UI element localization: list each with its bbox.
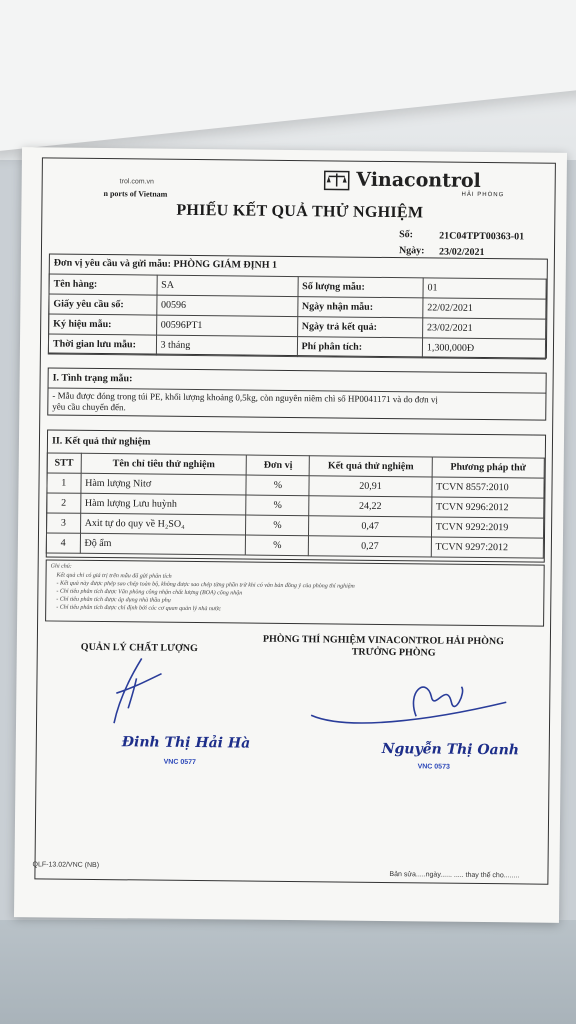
results-cell-stt: 3 xyxy=(47,513,81,533)
results-row xyxy=(46,533,543,558)
results-cell-stt: 2 xyxy=(47,493,81,513)
info-label: Ký hiệu mẫu: xyxy=(49,314,157,335)
note-line: Kết quả chỉ có giá trị trên mẫu đã gửi phân tích xyxy=(56,572,172,580)
head-signer-name: Nguyễn Thị Oanh xyxy=(381,740,520,759)
ports-text: n ports of Vietnam xyxy=(103,189,168,199)
sample-condition-box xyxy=(47,367,546,420)
info-box xyxy=(48,253,548,358)
results-cell-name: Hàm lượng Lưu huỳnh xyxy=(80,493,246,515)
results-title: II. Kết quả thử nghiệm xyxy=(51,435,151,448)
sample-condition-title: I. Tình trạng mẫu: xyxy=(52,372,133,385)
info-value: 22/02/2021 xyxy=(423,298,546,319)
background-bottom xyxy=(0,920,576,1024)
notes-title: Ghi chú: xyxy=(50,563,72,570)
note-line: - Chỉ tiêu phân tích được áp dụng nhà thầu phụ xyxy=(56,596,171,604)
note-line: - Chỉ tiêu phân tích được Văn phòng công nhận chất lượng (BOA) công nhận xyxy=(56,588,243,597)
results-cell-method: TCVN 9296:2012 xyxy=(431,497,544,518)
report-date: 23/02/2021 xyxy=(438,246,485,259)
head-title: TRƯỞNG PHÒNG xyxy=(351,646,436,659)
info-label: Ngày nhận mẫu: xyxy=(297,297,423,318)
results-cell-name: Hàm lượng Nitơ xyxy=(81,473,247,495)
results-cell-method: TCVN 9292:2019 xyxy=(431,517,544,538)
requester-value: PHÒNG GIÁM ĐỊNH 1 xyxy=(173,258,278,271)
brand-subtitle: HẢI PHÒNG xyxy=(461,191,505,199)
note-line: - Chỉ tiêu phân tích được chỉ định bởi các cơ quan quản lý nhà nước xyxy=(56,604,222,613)
results-cell-method: TCVN 9297:2012 xyxy=(431,537,544,558)
note-line: - Kết quả này được phép sao chép toàn bộ, không được sao chép từng phần trừ khi có văn bản đồng ý của phòng thí nghiệm xyxy=(56,580,355,590)
report-number-label: Số: xyxy=(399,229,414,241)
results-cell-method: TCVN 8557:2010 xyxy=(432,477,545,498)
form-code: QLF-13.02/VNC (NB) xyxy=(32,861,100,870)
results-cell-name: Độ ẩm xyxy=(80,533,246,555)
sample-info-table xyxy=(48,273,547,359)
head-signer-code: VNC 0573 xyxy=(417,763,450,771)
results-cell-result: 24,22 xyxy=(309,496,432,517)
info-label: Thời gian lưu mẫu: xyxy=(48,334,156,355)
website-text: trol.com.vn xyxy=(119,178,154,186)
notes-box xyxy=(45,559,545,626)
results-box xyxy=(46,429,546,562)
info-label: Số lượng mẫu: xyxy=(298,277,424,298)
qc-signature-image xyxy=(106,653,167,729)
info-label: Ngày trả kết quả: xyxy=(297,317,423,338)
info-value: 3 tháng xyxy=(156,335,297,356)
results-table xyxy=(46,452,545,558)
notes-list xyxy=(56,572,355,615)
brand-name: Vinacontrol xyxy=(356,168,481,192)
info-value: 00596PT1 xyxy=(156,315,297,336)
lab-name: PHÒNG THÍ NGHIỆM VINACONTROL HẢI PHÒNG xyxy=(262,633,504,648)
requester-line xyxy=(54,258,277,271)
results-cell-name: Axit tự do quy về H₂SO₄ xyxy=(80,513,246,535)
results-header-cell: STT xyxy=(47,453,81,473)
results-header-cell: Tên chỉ tiêu thử nghiệm xyxy=(81,453,247,475)
report-date-label: Ngày: xyxy=(398,245,425,257)
info-value: 00596 xyxy=(156,295,297,316)
requester-label: Đơn vị yêu cầu và gửi mẫu: xyxy=(53,257,171,270)
test-report-document xyxy=(14,147,567,923)
info-value: 01 xyxy=(423,278,546,299)
results-cell-unit: % xyxy=(246,515,309,536)
sample-condition-text-2: yêu cầu chuyển đến. xyxy=(52,401,126,413)
info-value: SA xyxy=(157,275,298,296)
results-cell-result: 20,91 xyxy=(309,476,432,497)
results-cell-stt: 4 xyxy=(46,533,80,553)
document-title: PHIẾU KẾT QUẢ THỬ NGHIỆM xyxy=(176,201,424,222)
vinacontrol-logo xyxy=(324,168,481,192)
results-cell-result: 0,27 xyxy=(309,536,432,557)
results-cell-unit: % xyxy=(246,495,309,516)
sample-condition-text-1: - Mẫu được đóng trong túi PE, khối lượng khoảng 0,5kg, còn nguyên niêm chì số HP0041171 và do đơn vị xyxy=(52,390,438,405)
info-label: Phí phân tích: xyxy=(297,337,423,358)
head-signature-image xyxy=(306,670,537,732)
report-number: 21C04TPT00363-01 xyxy=(439,230,525,243)
scale-logo-icon xyxy=(324,170,350,190)
results-header-cell: Phương pháp thử xyxy=(432,457,545,478)
qc-title: QUẢN LÝ CHẤT LƯỢNG xyxy=(80,641,198,655)
info-value: 1,300,000Đ xyxy=(422,338,545,359)
info-label: Tên hàng: xyxy=(49,274,157,295)
qc-signer-name: Đinh Thị Hải Hà xyxy=(121,734,251,752)
results-header-cell: Đơn vị xyxy=(247,455,310,476)
results-cell-result: 0,47 xyxy=(309,516,432,537)
revision-note: Bản sửa.....ngày...... ..... thay thế cho........ xyxy=(389,871,520,880)
results-cell-stt: 1 xyxy=(47,473,81,493)
info-label: Giấy yêu cầu số: xyxy=(49,294,157,315)
results-header-cell: Kết quả thử nghiệm xyxy=(309,456,432,477)
results-cell-unit: % xyxy=(246,475,309,496)
info-value: 23/02/2021 xyxy=(422,318,545,339)
qc-signer-code: VNC 0577 xyxy=(163,758,196,767)
results-cell-unit: % xyxy=(246,535,309,556)
